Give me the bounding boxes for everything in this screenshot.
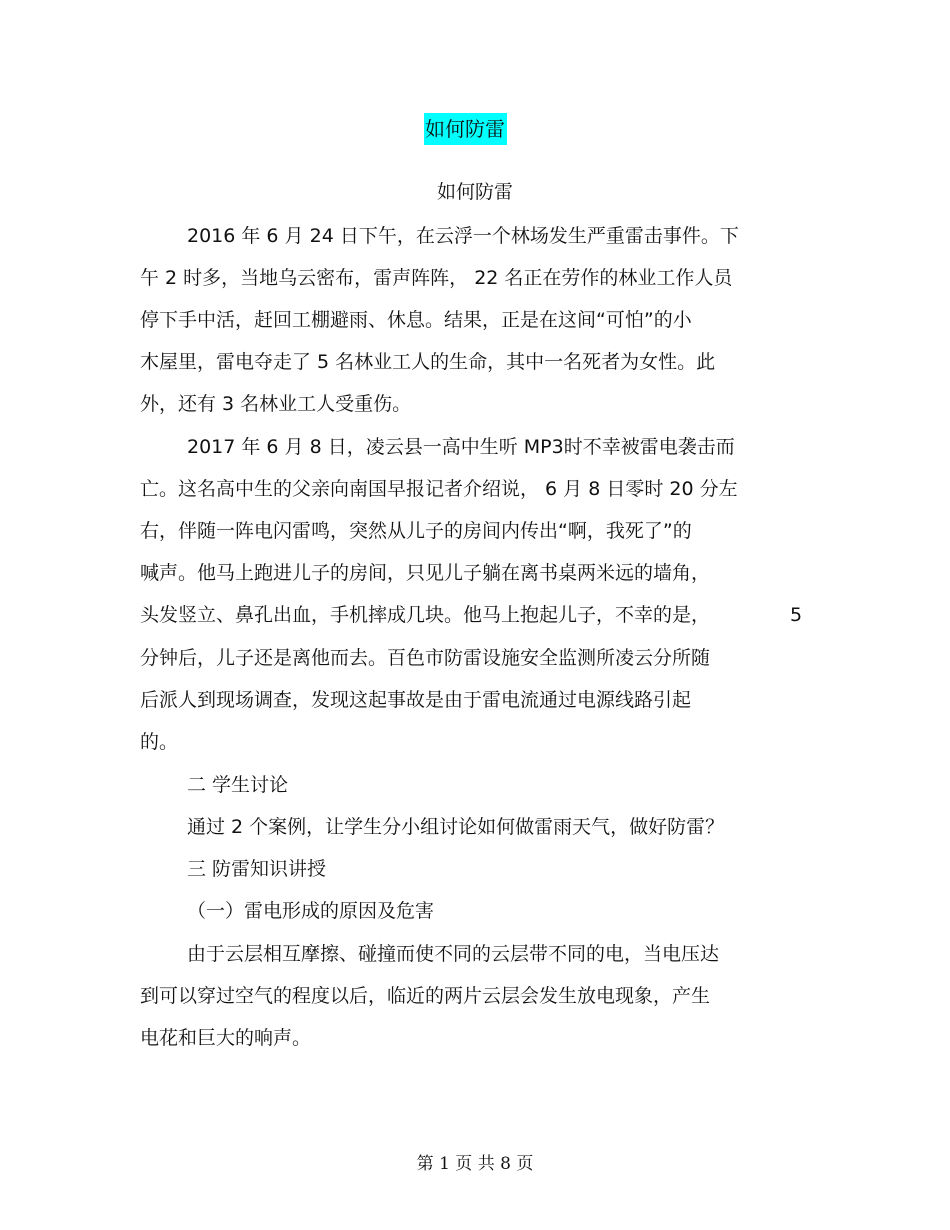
paragraph-line: 午 2 时多，当地乌云密布，雷声阵阵， 22 名正在劳作的林业工作人员 bbox=[140, 267, 733, 289]
page-footer: 第 1 页 共 8 页 bbox=[416, 1154, 534, 1174]
paragraph-line: 木屋里，雷电夺走了 5 名林业工人的生命，其中一名死者为女性。此 bbox=[140, 351, 716, 373]
paragraph-line: 的。 bbox=[140, 731, 179, 753]
paragraph-line: 外，还有 3 名林业工人受重伤。 bbox=[140, 393, 412, 415]
paragraph-line: 停下手中活，赶回工棚避雨、休息。结果，正是在这间“可怕”的小 bbox=[140, 309, 692, 331]
section-heading: 二 学生讨论 bbox=[187, 774, 289, 796]
paragraph-line: 通过 2 个案例，让学生分小组讨论如何做雷雨天气，做好防雷？ bbox=[187, 816, 725, 838]
paragraph-line: 右，伴随一阵电闪雷鸣，突然从儿子的房间内传出“啊，我死了”的 bbox=[140, 520, 692, 542]
floating-number: 5 bbox=[790, 604, 803, 626]
paragraph-line: 到可以穿过空气的程度以后，临近的两片云层会发生放电现象，产生 bbox=[140, 985, 711, 1007]
document-subtitle: 如何防雷 bbox=[436, 181, 513, 203]
highlighted-title: 如何防雷 bbox=[424, 113, 507, 145]
section-heading: 三 防雷知识讲授 bbox=[187, 858, 327, 880]
paragraph-line: 亡。这名高中生的父亲向南国早报记者介绍说， 6 月 8 日零时 20 分左 bbox=[140, 478, 738, 500]
paragraph-line: 电花和巨大的响声。 bbox=[140, 1027, 312, 1049]
subsection-heading: （一）雷电形成的原因及危害 bbox=[187, 900, 435, 922]
paragraph-line: 2016 年 6 月 24 日下午，在云浮一个林场发生严重雷击事件。下 bbox=[187, 225, 739, 247]
paragraph-line: 后派人到现场调查，发现这起事故是由于雷电流通过电源线路引起 bbox=[140, 689, 692, 711]
paragraph-line: 喊声。他马上跑进儿子的房间，只见儿子躺在离书桌两米远的墙角， bbox=[140, 562, 711, 584]
paragraph-line: 由于云层相互摩擦、碰撞而使不同的云层带不同的电，当电压达 bbox=[187, 943, 720, 965]
paragraph-line: 头发竖立、鼻孔出血，手机摔成几块。他马上抱起儿子，不幸的是， bbox=[140, 604, 711, 626]
paragraph-line: 2017 年 6 月 8 日，凌云县一高中生听 MP3时不幸被雷电袭击而 bbox=[187, 436, 735, 458]
paragraph-line: 分钟后，儿子还是离他而去。百色市防雷设施安全监测所凌云分所随 bbox=[140, 647, 711, 669]
